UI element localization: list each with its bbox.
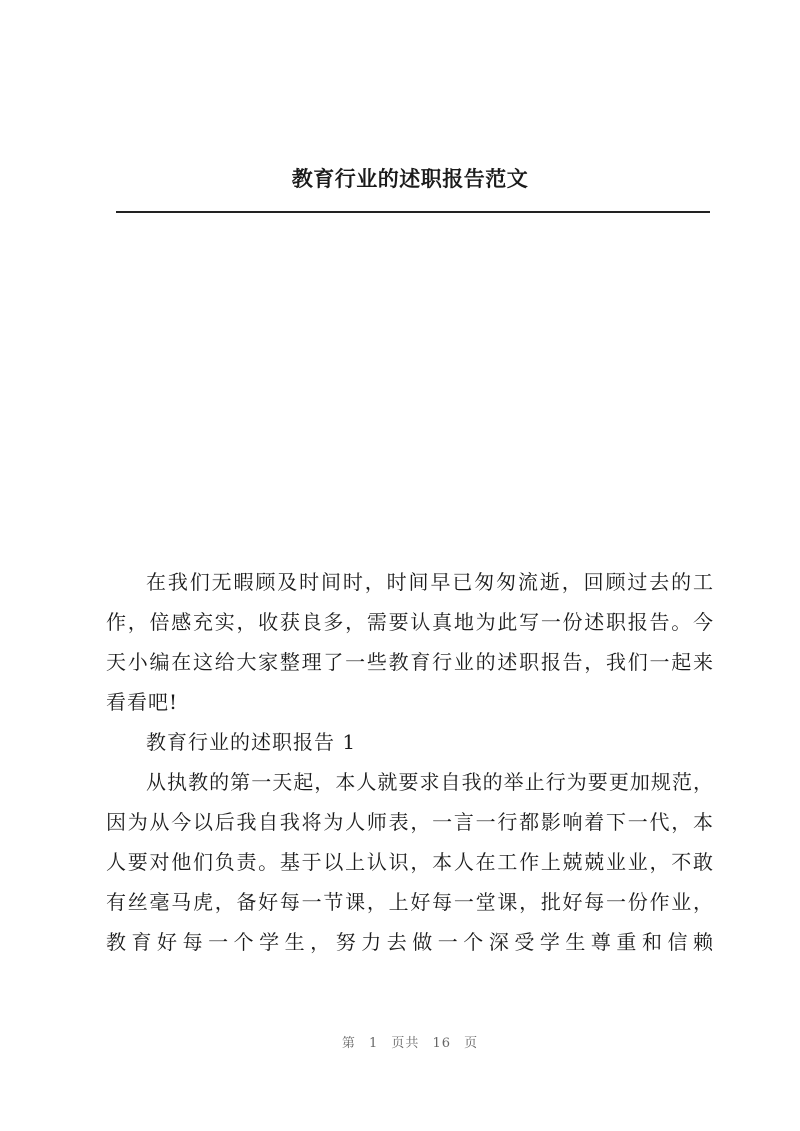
title-divider (116, 211, 710, 213)
intro-paragraph: 在我们无暇顾及时间时，时间早已匆匆流逝，回顾过去的工作，倍感充实，收获良多，需要认真地为此写一份述职报告。今天小编在这给大家整理了一些教育行业的述职报告，我们一起来看看吧! (106, 570, 714, 714)
document-title: 教育行业的述职报告范文 (291, 166, 529, 191)
page-footer: 第 1 页共 16 页 (341, 1036, 479, 1051)
section-heading: 教育行业的述职报告 1 (146, 730, 357, 754)
document-body (106, 562, 714, 962)
body-paragraph: 从执教的第一天起，本人就要求自我的举止行为要更加规范，因为从今以后我自我将为人师表，一言一行都影响着下一代，本人要对他们负责。基于以上认识，本人在工作上兢兢业业，不敢有丝毫马虎，备好每一节课，上好每一堂课，批好每一份作业，教育好每一个学生，努力去做一个深受学生尊重和信赖 (106, 770, 714, 954)
